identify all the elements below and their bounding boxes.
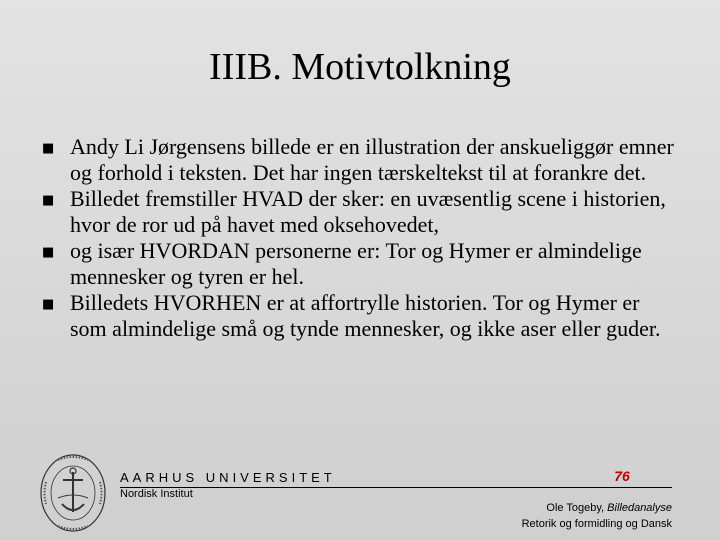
bullet-item (40, 238, 680, 290)
bullet-text: Billedet fremstiller HVAD der sker: en uvæsentlig scene i historien, hvor de ror ud på havet med oksehovedet, (70, 186, 666, 237)
bullet-text: og især HVORDAN personerne er: Tor og Hymer er almindelige mennesker og tyren er hel. (70, 238, 642, 289)
author-line (522, 500, 672, 516)
bullet-text: Billedets HVORHEN er at affortrylle historien. Tor og Hymer er som almindelige små og tynde mennesker, og ikke aser eller guder. (70, 290, 661, 341)
course-name: Retorik og formidling og Dansk (521, 518, 672, 530)
work-title: Billedanalyse (607, 502, 672, 514)
square-bullet-icon: ■ (42, 141, 55, 156)
bullet-list (40, 134, 680, 342)
slide-footer (0, 448, 720, 540)
bullet-item (40, 290, 680, 342)
slide-title: IIIB. Motivtolkning (209, 46, 511, 88)
institute-name: Nordisk Institut (120, 488, 193, 500)
bullet-item (40, 186, 680, 238)
page-number: 76 (614, 468, 630, 484)
footer-divider (120, 487, 672, 488)
university-name: AARHUS UNIVERSITET (120, 470, 336, 485)
university-seal-icon (38, 452, 108, 534)
square-bullet-icon: ■ (42, 245, 55, 260)
bullet-text: Andy Li Jørgensens billede er en illustration der anskueliggør emner og forhold i teksten. Det har ingen tærskeltekst til at forankre det. (70, 134, 674, 185)
bullet-item (40, 134, 680, 186)
credit-block (522, 500, 672, 532)
square-bullet-icon: ■ (42, 193, 55, 208)
square-bullet-icon: ■ (42, 297, 55, 312)
author-name: Ole Togeby, (546, 502, 608, 514)
